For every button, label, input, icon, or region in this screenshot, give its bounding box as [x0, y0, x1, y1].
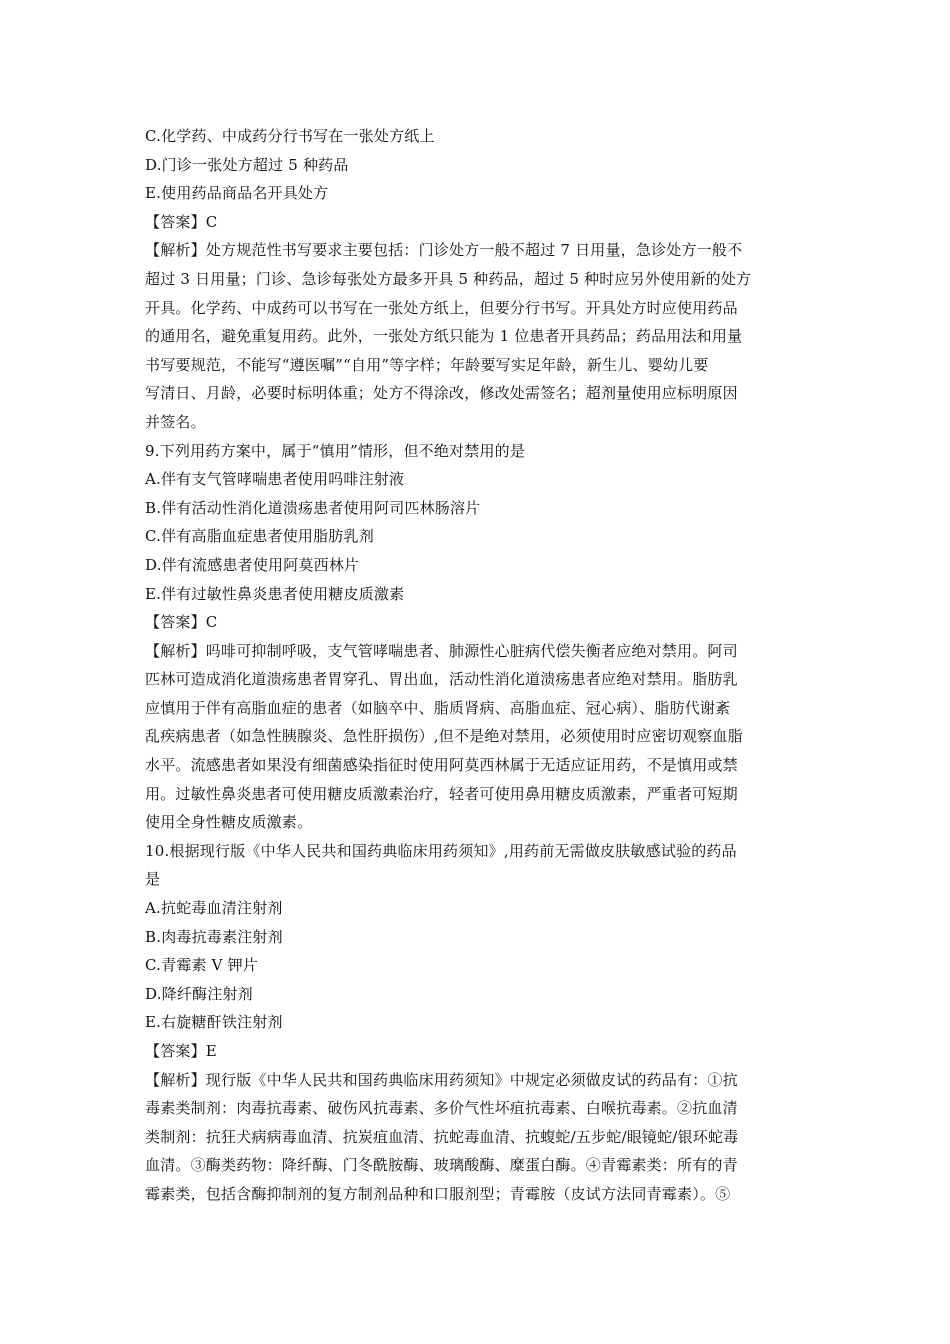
q9-explanation-line: 用。过敏性鼻炎患者可使用糖皮质激素治疗，轻者可使用鼻用糖皮质激素，严重者可短期: [145, 784, 738, 803]
q9-explanation-line: 水平。流感患者如果没有细菌感染指征时使用阿莫西林属于无适应证用药，不是慎用或禁: [145, 756, 738, 775]
q10-answer: 【答案】E: [145, 1042, 217, 1060]
q10-explanation-line: 霉素类，包括含酶抑制剂的复方制剂品种和口服剂型；青霉胺（皮试方法同青霉素）。⑤: [145, 1184, 731, 1203]
q9-option-b: B.伴有活动性消化道溃疡患者使用阿司匹林肠溶片: [145, 498, 481, 517]
q9-explanation-line: 应慎用于伴有高脂血症的患者（如脑卒中、脂质肾病、高脂血症、冠心病）、脂肪代谢紊: [145, 698, 731, 717]
q9-explanation: [145, 637, 815, 837]
q9-option-c: C.伴有高脂血症患者使用脂肪乳剂: [145, 527, 374, 546]
q9-option-d: D.伴有流感患者使用阿莫西林片: [145, 555, 360, 574]
q8-explanation-line: 开具。化学药、中成药可以书写在一张处方纸上，但要分行书写。开具处方时应使用药品: [145, 298, 738, 317]
q8-explanation-line: 书写要规范，不能写“遵医嘱”“自用”等字样；年龄要写实足年龄，新生儿、婴幼儿要: [145, 355, 709, 374]
q9-options: [145, 465, 815, 608]
q10-option-e: E.右旋糖酐铁注射剂: [145, 1013, 283, 1032]
q8-option-c: C.化学药、中成药分行书写在一张处方纸上: [145, 127, 435, 145]
q9-answer: 【答案】C: [145, 613, 218, 632]
q10-question-line: 是: [145, 870, 161, 889]
q10-option-b: B.肉毒抗毒素注射剂: [145, 927, 283, 946]
q8-explanation-line: 写清日、月龄，必要时标明体重；处方不得涂改，修改处需签名；超剂量使用应标明原因: [145, 384, 738, 403]
q8-answer: 【答案】C: [145, 212, 218, 231]
q9-option-a: A.伴有支气管哮喘患者使用吗啡注射液: [145, 470, 405, 489]
q9-question: 9.下列用药方案中，属于“慎用”情形，但不绝对禁用的是: [145, 441, 526, 460]
q8-explanation-line: 的通用名，避免重复用药。此外，一张处方纸只能为 1 位患者开具药品；药品用法和用量: [145, 327, 743, 346]
q9-explanation-line: 使用全身性糖皮质激素。: [145, 813, 313, 832]
q8-explanation-line: 并签名。: [145, 412, 206, 431]
q8-option-d: D.门诊一张处方超过 5 种药品: [145, 155, 349, 174]
document-page: [145, 122, 815, 1209]
q10-option-d: D.降纤酶注射剂: [145, 984, 253, 1003]
q9-explanation-line: 【解析】吗啡可抑制呼吸，支气管哮喘患者、肺源性心脏病代偿失衡者应绝对禁用。阿司: [145, 641, 738, 660]
q10-question-line: 10.根据现行版《中华人民共和国药典临床用药须知》,用药前无需做皮肤敏感试验的药品: [145, 841, 737, 860]
q9-option-e: E.伴有过敏性鼻炎患者使用糖皮质激素: [145, 584, 405, 603]
q10-explanation-line: 类制剂：抗狂犬病病毒血清、抗炭疽血清、抗蛇毒血清、抗蝮蛇/五步蛇/眼镜蛇/银环蛇毒: [145, 1127, 739, 1146]
q8-explanation-line: 超过 3 日用量；门诊、急诊每张处方最多开具 5 种药品，超过 5 种时应另外使用新的处方: [145, 269, 752, 288]
q8-explanation: [145, 236, 815, 436]
q10-option-c: C.青霉素 V 钾片: [145, 956, 259, 975]
q10-question: [145, 837, 815, 894]
q10-explanation: [145, 1066, 815, 1209]
q8-options: [145, 122, 815, 208]
q10-explanation-line: 【解析】现行版《中华人民共和国药典临床用药须知》中规定必须做皮试的药品有：①抗: [145, 1070, 738, 1089]
q8-explanation-line: 【解析】处方规范性书写要求主要包括：门诊处方一般不超过 7 日用量，急诊处方一般不: [145, 241, 743, 260]
q10-explanation-line: 毒素类制剂：肉毒抗毒素、破伤风抗毒素、多价气性坏疽抗毒素、白喉抗毒素。②抗血清: [145, 1099, 738, 1118]
q10-explanation-line: 血清。③酶类药物：降纤酶、门冬酰胺酶、玻璃酸酶、糜蛋白酶。④青霉素类：所有的青: [145, 1156, 738, 1175]
q9-explanation-line: 匹林可造成消化道溃疡患者胃穿孔、胃出血，活动性消化道溃疡患者应绝对禁用。脂肪乳: [145, 670, 738, 689]
q10-option-a: A.抗蛇毒血清注射剂: [145, 899, 283, 918]
q10-options: [145, 894, 815, 1037]
q9-explanation-line: 乱疾病患者（如急性胰腺炎、急性肝损伤）,但不是绝对禁用，必须使用时应密切观察血脂: [145, 727, 743, 746]
q8-option-e: E.使用药品商品名开具处方: [145, 184, 329, 203]
